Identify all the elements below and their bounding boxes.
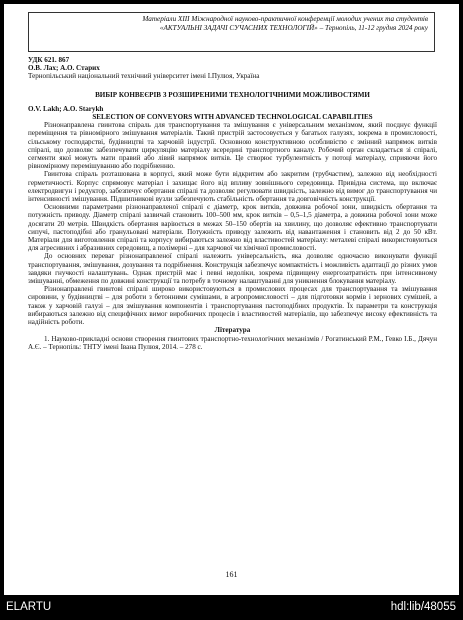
header-line-1: Матеріали XIII Міжнародної науково-практичної конференції молодих учених та студентів (142, 15, 428, 23)
repository-label[interactable]: ELARTU (6, 601, 52, 613)
page-number: 161 (225, 570, 238, 579)
paragraph: Різнонаправлені гвинтові спіралі широко використовуються в промислових процесах для транспортування та змішування сировини, у будівництві – для роботи з бетонними сумішами, в агропромисловості – для підготовки кормів і зернових сумішей, а також у харчовій галузі – для змішування компонентів і транспортування пастоподібних продуктів. Їх параметри та конструкція вибираються залежно від специфічних вимог виробничих процесів і властивостей матеріалів, що забезпечує високу ефективність та надійність роботи. (28, 285, 437, 327)
title-uk: ВИБІР КОНВЕЄРІВ З РОЗШИРЕНИМИ ТЕХНОЛОГІЧНИМИ МОЖЛИВОСТЯМИ (95, 90, 370, 99)
paragraph: Різнонаправлена гвинтова спіраль для транспортування та змішування є універсальним механізмом, який поєднує функції переміщення та рівномірного змішування матеріалів. Такий пристрій застосовується у багатьох галузях, зокрема в промисловості, сільському господарстві, будівництві та харчовій індустрії. Основною конструктивною особливістю є змінний напрямок витків спіралі, що дозволяє забезпечувати циркуляцію матеріалу всередині транспортного каналу. Робочий орган складається зі спіралі, сегменти якої можуть мати правий або лівий напрямок витків. Це створює турбулентність у потоці матеріалу, сприяючи його рівномірному перемішуванню або подрібненню. (28, 121, 437, 171)
paragraph: До основних переваг різнонаправленої спіралі належить універсальність, яка дозволяє одночасно виконувати функції транспортування, змішування, дозування та подрібнення. Конструкція забезпечує компактність і можливість адаптації до різних умов завдяки гнучкості налаштувань. Однак пристрій має і певні недоліки, зокрема підвищену енергозатратність при інтенсивному змішуванні, обмеження по довжині конструкції та потребу в точному налаштуванні для уникнення блокування матеріалу. (28, 252, 437, 286)
affiliation: Тернопільський національний технічний університет імені І.Пулюя, Україна (28, 72, 260, 81)
udk-code: УДК 621. 867 (28, 56, 70, 64)
article-body (28, 56, 437, 351)
handle-identifier[interactable]: hdl:lib/48055 (390, 601, 456, 613)
title-en: SELECTION OF CONVEYORS WITH ADVANCED TECHNOLOGICAL CAPABILITIES (92, 113, 373, 122)
authors-en: O.V. Lakh; A.O. Starykh (28, 104, 104, 113)
paragraph: Основними параметрами різнонаправленої спіралі є діаметр, крок витків, довжина робочої зони, швидкість обертання та потужність приводу. Діаметр спіралі зазвичай становить 100–500 мм, крок витків – 0,5–1,5 діаметра, а довжина робочої зони може досягати 20 метрів. Швидкість обертання варіюється в межах 50–150 обертів на хвилину, що дозволяє ефективно транспортувати сипучі, пастоподібні або гранульовані матеріали. Потужність приводу залежить від навантаження і становить від 2 до 50 кВт. Матеріали для виготовлення спіралі та корпусу вибираються залежно від властивостей матеріалу: металеві спіралі використовуються для агресивних і абразивних середовищ, а полімерні – для харчової чи хімічної промисловості. (28, 203, 437, 253)
document-page (4, 4, 459, 595)
reference-item: 1. Науково-прикладні основи створення гвинтових транспортно-технологічних механізмів / Рогатинський Р.М., Гевко І.Б., Дячун А.Є. – Тернопіль: ТНТУ імені Івана Пулюя, 2014. – 278 с. (28, 334, 437, 351)
header-line-2: «АКТУАЛЬНІ ЗАДАЧІ СУЧАСНИХ ТЕХНОЛОГІЙ» – Тернопіль, 11-12 грудня 2024 року (159, 24, 428, 32)
paragraph: Гвинтова спіраль розташована в корпусі, який може бути відкритим або закритим (трубчастим), залежно від необхідності герметичності. Корпус спрямовує матеріал і захищає його від впливу зовнішнього середовища. Привідна система, що включає електродвигун і редуктор, забезпечує обертання спіралі та дозволяє регулювати швидкість, залежно від вимог до транспортування чи інтенсивності змішування. Підшипникові вузли забезпечують стабільність обертання та довговічність конструкції. (28, 170, 437, 204)
literature-heading: Література (214, 326, 251, 335)
conference-header (28, 12, 435, 52)
authors-uk: О.В. Лах; А.О. Старих (28, 64, 100, 73)
